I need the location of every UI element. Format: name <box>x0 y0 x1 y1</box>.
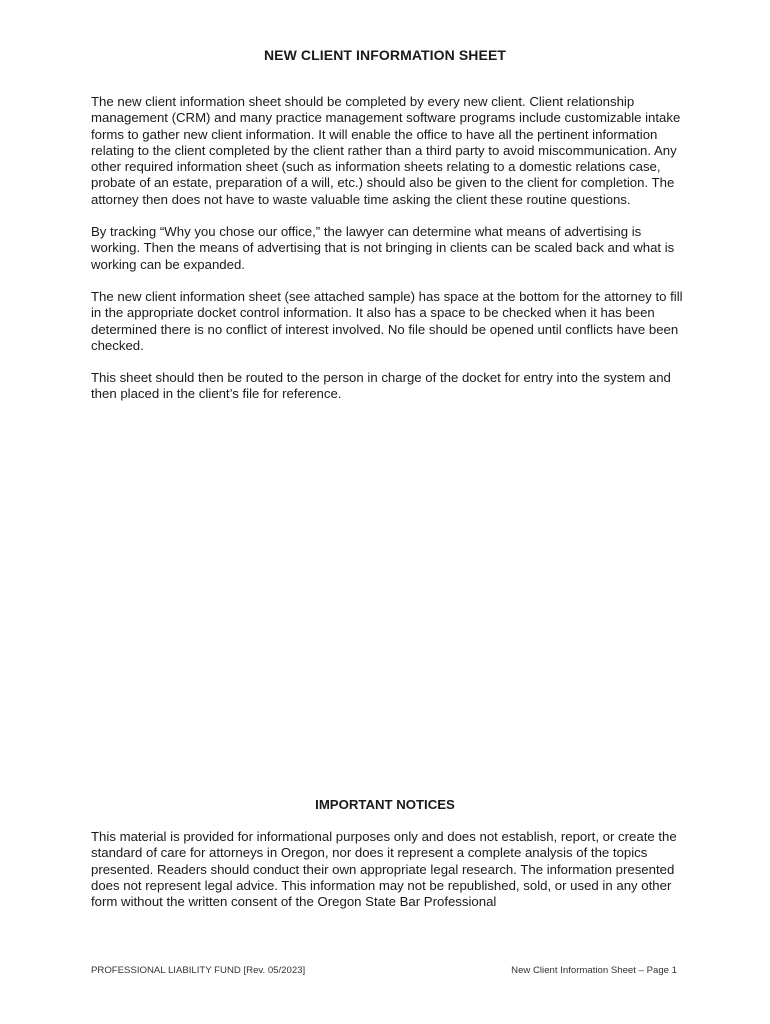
paragraph: The new client information sheet should be completed by every new client. Client relationship management (CRM) and many practice management software programs include customizable intake forms to gather new client information. It will enable the office to have all the pertinent information relating to the client completed by the client rather than a third party to avoid miscommunication. Any other required information sheet (such as information sheets relating to a domestic relations case, probate of an estate, preparation of a will, etc.) should also be given to the client for completion. The attorney then does not have to waste valuable time asking the client these routine questions. <box>91 94 681 207</box>
intro-section <box>91 94 683 419</box>
paragraph: The new client information sheet (see attached sample) has space at the bottom for the attorney to fill in the appropriate docket control information. It also has a space to be checked when it has been determined there is no conflict of interest involved. No file should be opened until conflicts have been checked. <box>91 288 683 353</box>
paragraph: By tracking “Why you chose our office,” the lawyer can determine what means of advertising is working. Then the means of advertising that is not bringing in clients can be scaled back and what is working can be expanded. <box>91 224 675 272</box>
footer-left: PROFESSIONAL LIABILITY FUND [Rev. 05/2023] <box>91 965 306 976</box>
page-footer <box>91 965 677 976</box>
notices-section <box>91 829 683 926</box>
notices-heading: IMPORTANT NOTICES <box>315 797 455 812</box>
footer-right: New Client Information Sheet – Page 1 <box>511 965 677 976</box>
notices-text: This material is provided for informational purposes only and does not establish, report, or create the standard of care for attorneys in Oregon, nor does it represent a complete analysis of the topics presented. Readers should conduct their own appropriate legal research. The information presented does not represent legal advice. This information may not be republished, sold, or used in any other form without the written consent of the Oregon State Bar Professional <box>91 829 677 910</box>
page-title: NEW CLIENT INFORMATION SHEET <box>263 47 507 63</box>
paragraph: This sheet should then be routed to the person in charge of the docket for entry into the system and then placed in the client’s file for reference. <box>91 370 671 402</box>
